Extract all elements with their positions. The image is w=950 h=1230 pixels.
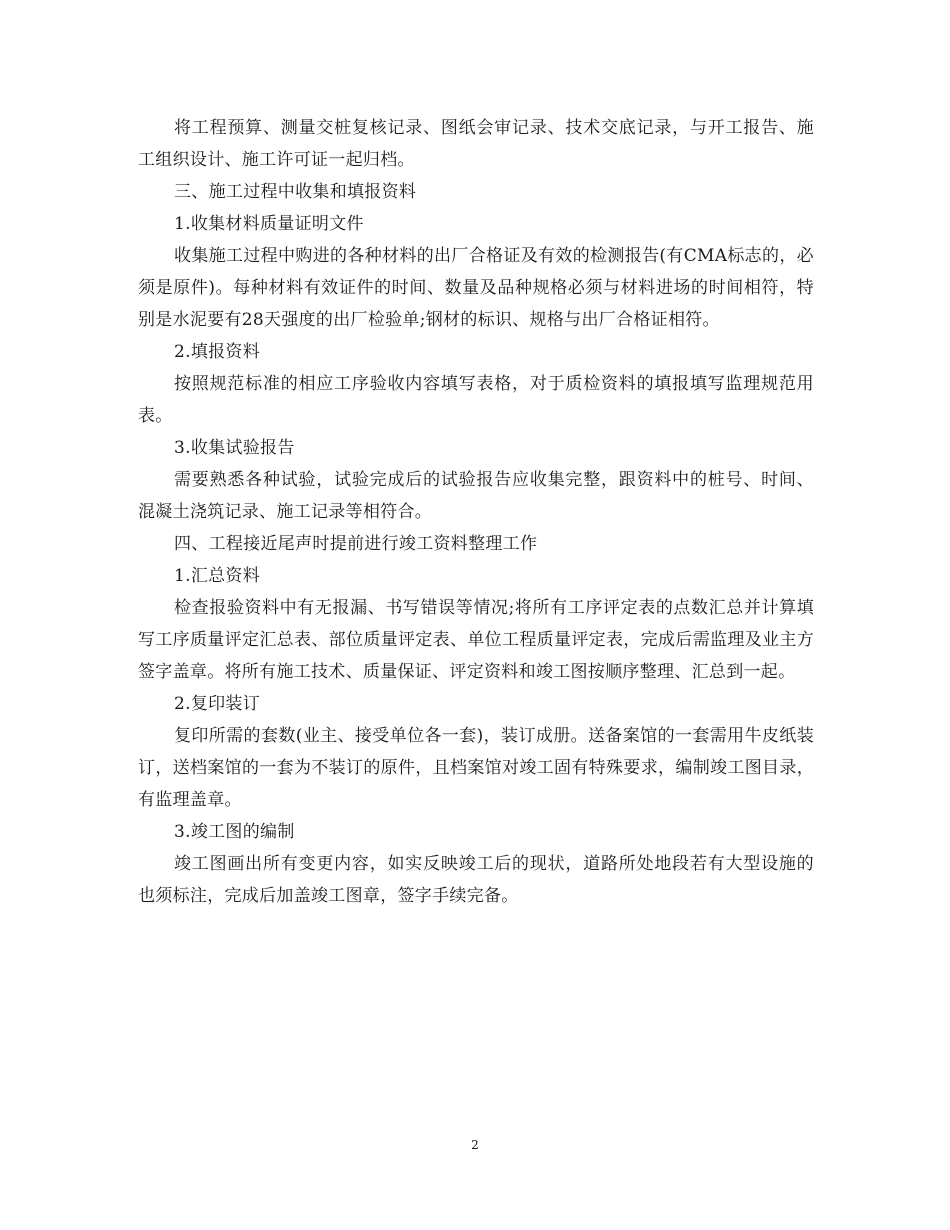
paragraph: 需要熟悉各种试验，试验完成后的试验报告应收集完整，跟资料中的桩号、时间、混凝土浇筑记录、施工记录等相符合。 — [138, 470, 814, 522]
subsection-heading: 2.填报资料 — [174, 342, 261, 362]
subsection-heading: 3.竣工图的编制 — [174, 822, 295, 842]
subsection-heading: 2.复印装订 — [174, 694, 261, 714]
paragraph: 复印所需的套数(业主、接受单位各一套)，装订成册。送备案馆的一套需用牛皮纸装订，送档案馆的一套为不装订的原件，且档案馆对竣工固有特殊要求，编制竣工图目录，有监理盖章。 — [138, 726, 814, 810]
paragraph: 检查报验资料中有无报漏、书写错误等情况;将所有工序评定表的点数汇总并计算填写工序质量评定汇总表、部位质量评定表、单位工程质量评定表，完成后需监理及业主方签字盖章。将所有施工技术、质量保证、评定资料和竣工图按顺序整理、汇总到一起。 — [138, 598, 814, 682]
subsection-heading: 1.收集材料质量证明文件 — [174, 214, 364, 234]
document-body — [138, 112, 814, 912]
paragraph: 按照规范标准的相应工序验收内容填写表格，对于质检资料的填报填写监理规范用表。 — [138, 374, 814, 426]
paragraph: 将工程预算、测量交桩复核记录、图纸会审记录、技术交底记录，与开工报告、施工组织设计、施工许可证一起归档。 — [138, 118, 814, 170]
section-heading: 三、施工过程中收集和填报资料 — [174, 182, 417, 202]
subsection-heading: 3.收集试验报告 — [174, 438, 295, 458]
section-heading: 四、工程接近尾声时提前进行竣工资料整理工作 — [174, 534, 538, 554]
paragraph: 收集施工过程中购进的各种材料的出厂合格证及有效的检测报告(有CMA标志的，必须是原件)。每种材料有效证件的时间、数量及品种规格必须与材料进场的时间相符，特别是水泥要有28天强度的出厂检验单;钢材的标识、规格与出厂合格证相符。 — [138, 246, 814, 330]
page-number: 2 — [471, 1138, 479, 1152]
subsection-heading: 1.汇总资料 — [174, 566, 261, 586]
paragraph: 竣工图画出所有变更内容，如实反映竣工后的现状，道路所处地段若有大型设施的也须标注，完成后加盖竣工图章，签字手续完备。 — [138, 854, 814, 906]
